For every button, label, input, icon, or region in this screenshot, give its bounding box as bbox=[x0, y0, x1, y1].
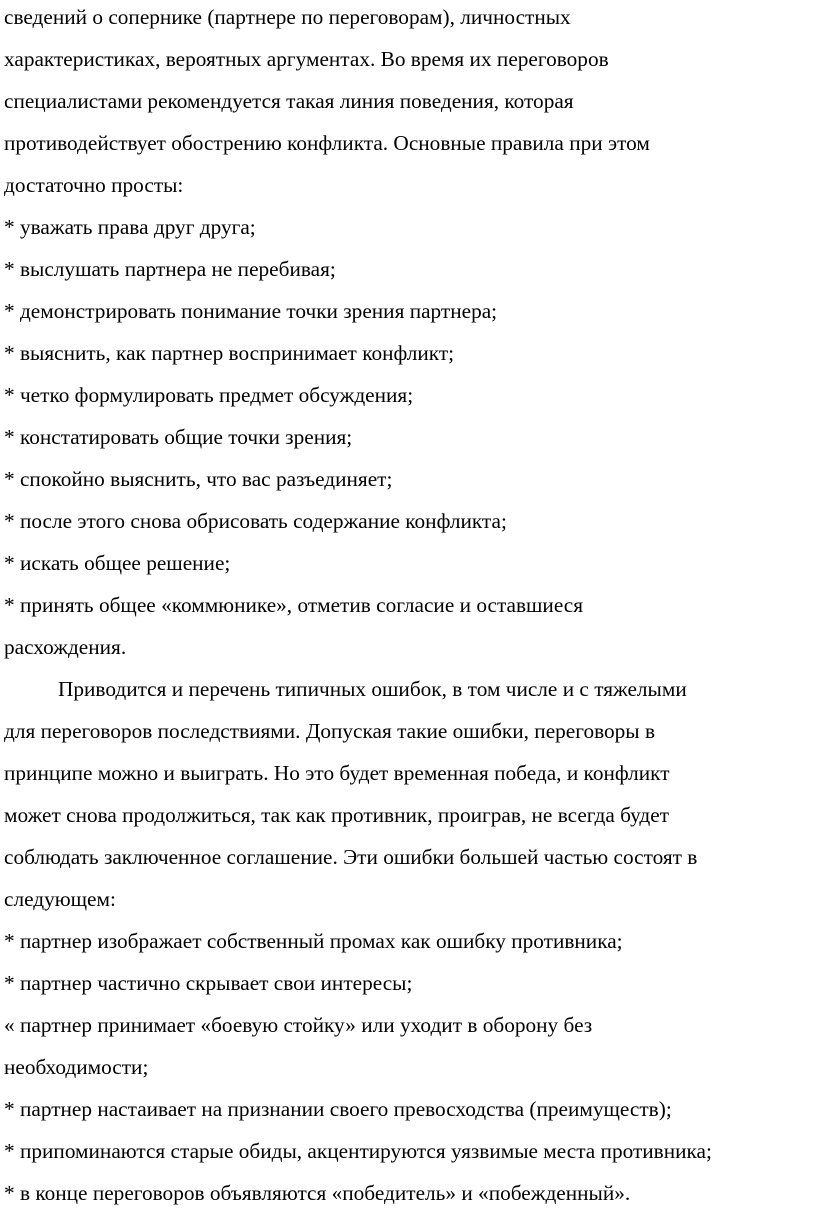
list-item: * принять общее «коммюнике», отметив согласие и оставшиеся bbox=[4, 593, 584, 617]
text-line: сведений о сопернике (партнере по переговорам), личностных bbox=[4, 5, 571, 29]
text-line: достаточно просты: bbox=[4, 173, 184, 197]
list-item: * в конце переговоров объявляются «победитель» и «побежденный». bbox=[4, 1181, 631, 1205]
list-item: * партнер изображает собственный промах как ошибку противника; bbox=[4, 929, 623, 953]
rules-list bbox=[4, 206, 816, 668]
errors-list bbox=[4, 920, 816, 1214]
list-item: * после этого снова обрисовать содержание конфликта; bbox=[4, 509, 507, 533]
text-line: Приводится и перечень типичных ошибок, в том числе и с тяжелыми bbox=[58, 677, 687, 701]
text-line: противодействует обострению конфликта. Основные правила при этом bbox=[4, 131, 650, 155]
list-item: * выяснить, как партнер воспринимает конфликт; bbox=[4, 341, 455, 365]
text-line: может снова продолжиться, так как противник, проиграв, не всегда будет bbox=[4, 803, 670, 827]
errors-paragraph bbox=[4, 668, 816, 920]
text-line: следующем: bbox=[4, 887, 116, 911]
list-item: * партнер частично скрывает свои интересы; bbox=[4, 971, 413, 995]
text-line: соблюдать заключенное соглашение. Эти ошибки большей частью состоят в bbox=[4, 845, 698, 869]
list-item: * искать общее решение; bbox=[4, 551, 231, 575]
list-item-continuation: необходимости; bbox=[4, 1055, 149, 1079]
list-item: * припоминаются старые обиды, акцентируются уязвимые места противника; bbox=[4, 1139, 712, 1163]
text-line: характеристиках, вероятных аргументах. Во время их переговоров bbox=[4, 47, 609, 71]
list-item: « партнер принимает «боевую стойку» или уходит в оборону без bbox=[4, 1013, 593, 1037]
list-item: * четко формулировать предмет обсуждения; bbox=[4, 383, 414, 407]
list-item: * уважать права друг друга; bbox=[4, 215, 256, 239]
text-line: принципе можно и выиграть. Но это будет временная победа, и конфликт bbox=[4, 761, 670, 785]
list-item: * партнер настаивает на признании своего превосходства (преимуществ); bbox=[4, 1097, 672, 1121]
intro-paragraph bbox=[4, 0, 816, 206]
list-item-continuation: расхождения. bbox=[4, 635, 127, 659]
list-item: * выслушать партнера не перебивая; bbox=[4, 257, 336, 281]
text-line: специалистами рекомендуется такая линия поведения, которая bbox=[4, 89, 574, 113]
text-line: для переговоров последствиями. Допуская такие ошибки, переговоры в bbox=[4, 719, 656, 743]
list-item: * демонстрировать понимание точки зрения партнера; bbox=[4, 299, 498, 323]
list-item: * констатировать общие точки зрения; bbox=[4, 425, 353, 449]
list-item: * спокойно выяснить, что вас разъединяет; bbox=[4, 467, 393, 491]
